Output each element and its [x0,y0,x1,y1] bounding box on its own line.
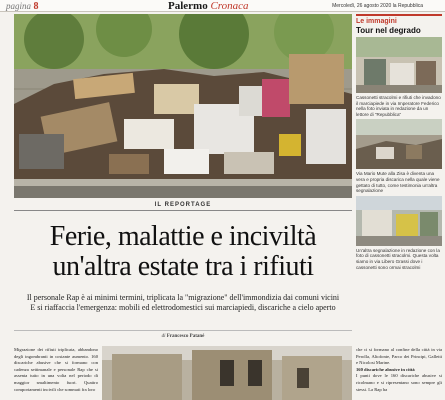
col3-text: che ci si formano al confine della città in via Perolla, Altofonte, Parco dei Principi, Galletti e Nicolosi Marine. [356,347,442,366]
sidebar-photo-2 [356,119,442,169]
sidebar-title: Le immagini [356,14,442,26]
section-name: Palermo [168,0,208,12]
sidebar-subtitle: Tour nel degrado [356,26,421,35]
bottom-photo [102,346,352,400]
headline [14,222,352,282]
page-number-value: 8 [33,1,39,12]
page-header [0,0,445,12]
sidebar-caption-3: Un'altra segnalazione in redazione con la foto di cassonetti stracolmi. Questa volta siamo in via Libero Grassi dove i cassonetti sono ormai stracolmi [356,247,440,270]
sidebar-gallery [356,14,442,344]
subhead [14,293,352,313]
page-label: pagina [6,1,32,11]
byline [14,330,352,341]
page-number [6,0,39,13]
col3-text-2: I punti dove le 160 discariche abusive si ricolmano e si ripresentano sono sempre gli stessi. La Rap ha [356,373,442,392]
subhead-line-1: Il personale Rap è ai minimi termini, triplicata la "migrazione" dell'immondizia dai comuni vicini [26,293,340,302]
byline-author: Francesco Patané [166,334,205,339]
headline-line-2: un'altra estate tra i rifiuti [52,251,314,282]
dateline: Mercoledì, 26 agosto 2020 la Repubblica [332,3,423,9]
sidebar-photo-1 [356,37,442,93]
reportage-kicker: IL REPORTAGE [14,201,352,211]
headline-line-1: Ferie, malattie e inciviltà [49,221,317,252]
body-column-3 [356,347,442,400]
byline-prefix: di [161,334,166,339]
sidebar-caption-2: Via Mario Mute alla Zisa è diventa una vera e propria discarica nella quale viene gettato di tutto, come testimonia un'altra segnalazione [356,171,440,194]
main-photo [14,14,352,198]
sidebar-caption-1: Cassonetti stracolmi e rifiuti che invadono il marciapiede in via Imperatore Federico nella foto inviata in redazione da un lettore di "Repubblica" [356,95,441,117]
sidebar-photo-3 [356,196,442,246]
col3-subhead: 160 discariche abusive in città [356,366,415,372]
body-column-1: Migrazione dei rifiuti triplicata, abbandono degli ingombranti in costante aumento. 160 discariche abusive che si formano con cadenza settimanale e personale Rap che si assenta tutto in una volta nel periodo di maggior smaltimento fuori. Quattro comportamenti incivili che sommati fra loro [14,347,98,392]
subhead-line-2: E si riaffaccia l'emergenza: mobili ed elettrodomestici sui marciapiedi, discariche a cielo aperto [30,303,336,312]
section-sub: Cronaca [210,0,249,12]
section-title [168,0,249,12]
